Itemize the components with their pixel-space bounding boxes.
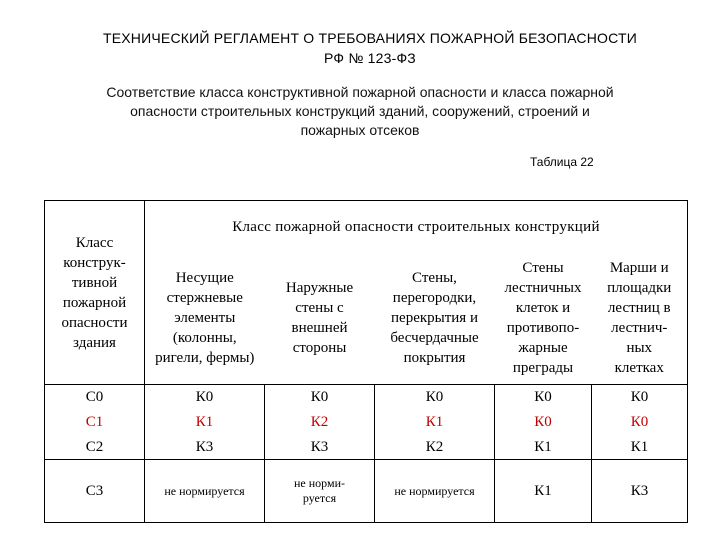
row-class-c0: С0 — [45, 385, 145, 410]
cell-value: К3 — [265, 435, 375, 460]
subtitle-line-2: опасности строительных конструкций зданий, сооружений, строений и — [130, 103, 590, 119]
column-header-stair-flights — [592, 253, 688, 385]
col-header-line: Стены, — [412, 270, 457, 287]
cell-value: К0 — [592, 410, 688, 435]
cell-value: К1 — [145, 410, 265, 435]
table-label: Таблица 22 — [530, 155, 594, 169]
col-header-line: стержневые — [166, 290, 243, 307]
col-header-line: площадки — [607, 280, 672, 297]
group-header: Класс пожарной опасности строительных конструкций — [145, 201, 688, 253]
col-header-line: перегородки, — [392, 290, 477, 307]
col-header-line: жарные — [518, 340, 568, 357]
col-header-line: (колонны, — [172, 330, 237, 347]
document-title — [40, 28, 700, 68]
col-header-line: стены с — [295, 300, 344, 317]
col-header-line: противопо- — [506, 320, 580, 337]
col-header-line: лестничных — [504, 280, 582, 297]
fire-safety-table — [44, 200, 688, 523]
cell-value: К0 — [495, 385, 592, 410]
table-row — [45, 460, 688, 523]
col-header-line: Марши и — [609, 260, 669, 277]
column-header-stairwell-walls — [495, 253, 592, 385]
cell-line: не норми- — [294, 476, 345, 490]
col-header-line: клеток и — [515, 300, 571, 317]
table-row — [45, 435, 688, 460]
title-line-1: ТЕХНИЧЕСКИЙ РЕГЛАМЕНТ О ТРЕБОВАНИЯХ ПОЖАРНОЙ БЕЗОПАСНОСТИ — [102, 30, 637, 46]
col-header-line: Несущие — [175, 270, 234, 287]
column-header-load-bearing — [145, 253, 265, 385]
subtitle-line-3: пожарных отсеков — [300, 122, 420, 138]
cell-line: руется — [302, 491, 337, 505]
row-class-c3: С3 — [45, 460, 145, 523]
row-class-c2: С2 — [45, 435, 145, 460]
cell-value: К0 — [145, 385, 265, 410]
row-class-c1: С1 — [45, 410, 145, 435]
cell-value: не нормируется — [145, 460, 265, 523]
col-header-line: ных — [626, 340, 653, 357]
class-header-line: конструк- — [63, 254, 126, 271]
col-header-line: клетках — [614, 360, 664, 377]
cell-value: К2 — [375, 435, 495, 460]
title-line-2: РФ № 123-ФЗ — [324, 50, 416, 66]
cell-value: К1 — [495, 435, 592, 460]
cell-value: К2 — [265, 410, 375, 435]
col-header-line: элементы — [174, 310, 236, 327]
table-row — [45, 385, 688, 410]
col-header-line: перекрытия и — [391, 310, 478, 327]
col-header-line: покрытия — [403, 350, 466, 367]
cell-value: К0 — [375, 385, 495, 410]
class-header-line: здания — [73, 334, 116, 351]
class-header-line: тивной — [71, 274, 118, 291]
col-header-line: внешней — [291, 320, 348, 337]
cell-value: К3 — [592, 460, 688, 523]
col-header-line: лестниц в — [607, 300, 671, 317]
subtitle-line-1: Соответствие класса конструктивной пожарной опасности и класса пожарной — [106, 84, 614, 100]
table-row — [45, 410, 688, 435]
column-header-walls-partitions — [375, 253, 495, 385]
col-header-line: стороны — [292, 340, 347, 357]
cell-value: К0 — [265, 385, 375, 410]
cell-value: К1 — [592, 435, 688, 460]
col-header-line: бесчердачные — [390, 330, 479, 347]
column-header-outer-walls — [265, 253, 375, 385]
class-header-line: пожарной — [62, 294, 127, 311]
cell-value: не нормируется — [375, 460, 495, 523]
col-header-line: преграды — [512, 360, 574, 377]
cell-value — [265, 460, 375, 523]
col-header-line: лестнич- — [611, 320, 668, 337]
col-header-line: Стены — [522, 260, 564, 277]
document-subtitle — [20, 83, 700, 140]
class-header-line: опасности — [61, 314, 128, 331]
class-header-line: Класс — [75, 234, 114, 251]
class-header-cell — [45, 201, 145, 385]
col-header-line: ригели, фермы) — [155, 350, 255, 367]
cell-value: К3 — [145, 435, 265, 460]
cell-value: К1 — [375, 410, 495, 435]
cell-value: К0 — [592, 385, 688, 410]
cell-value: К0 — [495, 410, 592, 435]
col-header-line: Наружные — [285, 280, 354, 297]
cell-value: К1 — [495, 460, 592, 523]
